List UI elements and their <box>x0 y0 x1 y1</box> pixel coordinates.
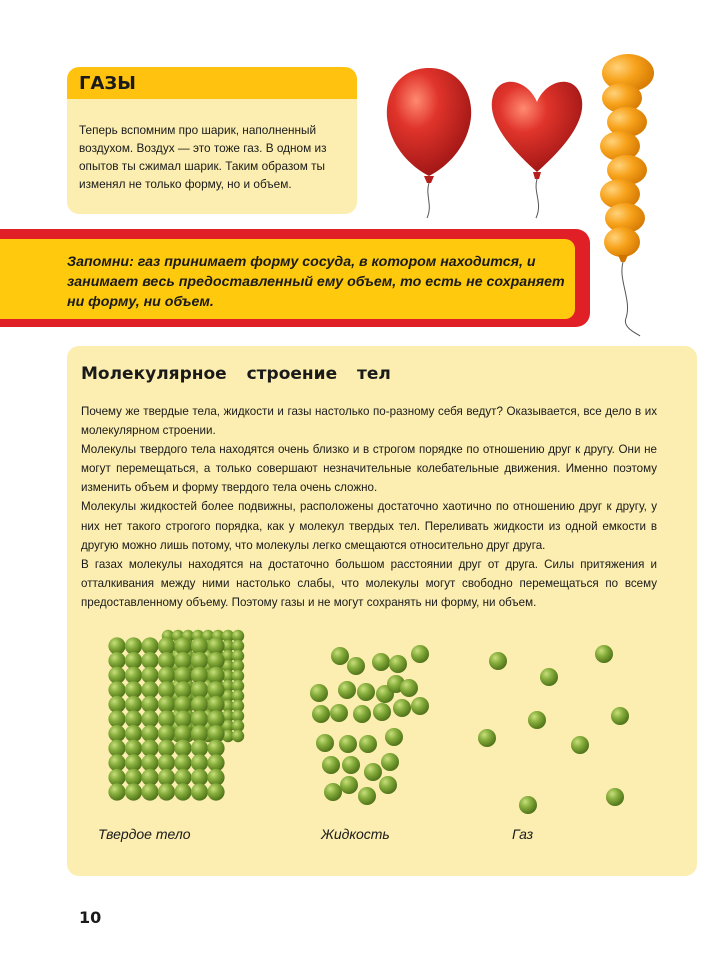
red-round-balloon <box>387 68 471 218</box>
gases-card <box>67 67 357 214</box>
paragraph: Молекулы жидкостей более подвижны, расположены достаточно хаотично по отношению друг к другу, у них нет такого строгого порядка, как у молекул твердых тел. Переливать жидкости из одной емкости в другую можно лишь потому, что молекулы легко смещаются относительно друг друга. <box>81 500 657 552</box>
remember-inner <box>0 239 575 319</box>
molecular-card <box>67 346 697 876</box>
orange-twisted-balloon <box>600 54 654 262</box>
gases-title-bar <box>67 67 357 99</box>
solid-label: Твердое тело <box>98 826 191 842</box>
remember-box <box>0 229 590 327</box>
paragraph: Молекулы твердого тела находятся очень близко и в строгом порядке по отношению друг к другу. Они не могут перемещаться, а только совершают незначительные колебательные движения. Именно поэтому изменить объем и форму твердого тела очень сложно. <box>81 443 657 495</box>
remember-text: Запомни: газ принимает форму сосуда, в котором находится, и занимает весь предоставленный ему объем, то есть не сохраняет ни форму, ни объем. <box>67 254 565 310</box>
paragraph: Почему же твердые тела, жидкости и газы настолько по-разному себя ведут? Оказывается, все дело в их молекулярном строении. <box>81 405 657 438</box>
page-number: 10 <box>79 908 102 927</box>
liquid-label: Жидкость <box>321 826 390 842</box>
molecular-body <box>81 402 657 612</box>
red-heart-balloon <box>492 82 582 218</box>
gases-text: Теперь вспомним про шарик, наполненный воздухом. Воздух — это тоже газ. В одном из опытов ты сжимал шарик. Таким образом ты изменял не только форму, но и объем. <box>79 123 327 191</box>
paragraph: В газах молекулы находятся на достаточно большом расстоянии друг от друга. Силы притяжения и отталкивания между ними настолько слабы, что молекулы могут свободно перемещаться по всему предоставленному объему. Поэтому газы и не могут сохранять ни форму, ни объем. <box>81 557 657 609</box>
molecular-title: Молекулярное строение тел <box>81 364 391 384</box>
gas-label: Газ <box>512 826 534 842</box>
gases-title: ГАЗЫ <box>79 73 136 94</box>
